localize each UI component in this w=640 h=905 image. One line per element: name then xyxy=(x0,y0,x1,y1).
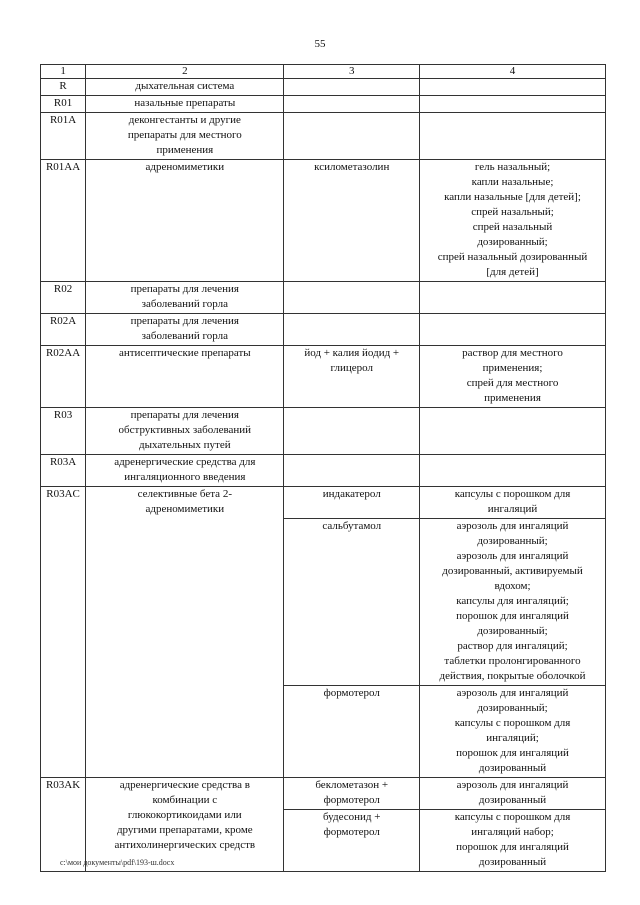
medication-table xyxy=(40,64,606,872)
cell-line: дыхательная система xyxy=(135,80,235,92)
cell-line: капсулы с порошком для xyxy=(454,811,571,823)
column-header-3: 3 xyxy=(284,65,420,79)
column-header-2: 2 xyxy=(86,65,284,79)
cell-line: порошок для ингаляций xyxy=(456,610,569,622)
atc-code-cell: R xyxy=(41,79,86,96)
cell-line: спрей для местного xyxy=(466,377,559,389)
dosage-form-cell xyxy=(420,408,606,455)
dosage-form-cell xyxy=(420,282,606,314)
cell-line: назальные препараты xyxy=(134,97,236,109)
cell-line: раствор для ингаляций; xyxy=(457,640,568,652)
cell-line: йод + калия йодид + xyxy=(304,347,400,359)
table-row xyxy=(41,346,606,408)
cell-line: препараты для лечения xyxy=(130,283,239,295)
cell-line: сальбутамол xyxy=(322,520,382,532)
group-name-cell xyxy=(86,455,284,487)
cell-line: порошок для ингаляций xyxy=(456,747,569,759)
table-row xyxy=(41,79,606,96)
cell-line: вдохом; xyxy=(494,580,531,592)
dosage-form-cell xyxy=(420,810,606,872)
document-path-footer: c:\мои документы\pdf\193-ш.docx xyxy=(60,858,175,867)
table-header-row xyxy=(41,65,606,79)
drug-name-cell xyxy=(284,408,420,455)
cell-line: адреномиметики xyxy=(145,161,225,173)
cell-line: антихолинергических средств xyxy=(114,839,256,851)
cell-line: адреномиметики xyxy=(145,503,225,515)
cell-line: дозированный; xyxy=(477,702,548,714)
cell-line: дозированный; xyxy=(477,236,548,248)
column-header-4: 4 xyxy=(420,65,606,79)
group-name-cell xyxy=(86,160,284,282)
cell-line: деконгестанты и другие xyxy=(128,114,241,126)
column-header-1: 1 xyxy=(41,65,86,79)
cell-line: селективные бета 2- xyxy=(137,488,232,500)
cell-line: дозированный; xyxy=(477,535,548,547)
atc-code-cell: R03A xyxy=(41,455,86,487)
cell-line: препараты для местного xyxy=(127,129,242,141)
cell-line: дозированный; xyxy=(477,625,548,637)
dosage-form-cell xyxy=(420,686,606,778)
cell-line: формотерол xyxy=(323,794,380,806)
cell-line: другими препаратами, кроме xyxy=(116,824,253,836)
drug-name-cell xyxy=(284,282,420,314)
drug-name-cell xyxy=(284,455,420,487)
cell-line: капсулы для ингаляций; xyxy=(456,595,569,607)
cell-line: аэрозоль для ингаляций xyxy=(456,520,569,532)
cell-line: спрей назальный дозированный xyxy=(437,251,588,263)
dosage-form-cell xyxy=(420,96,606,113)
table-row xyxy=(41,314,606,346)
dosage-form-cell xyxy=(420,778,606,810)
atc-code-cell: R03AC xyxy=(41,487,86,778)
cell-line: ксилометазолин xyxy=(314,161,390,173)
drug-name-cell xyxy=(284,113,420,160)
cell-line: аэрозоль для ингаляций xyxy=(456,779,569,791)
cell-line: гель назальный; xyxy=(474,161,551,173)
atc-code-cell: R01AA xyxy=(41,160,86,282)
atc-code-cell: R01 xyxy=(41,96,86,113)
atc-code-cell: R02A xyxy=(41,314,86,346)
cell-line: спрей назальный; xyxy=(471,206,554,218)
group-name-cell xyxy=(86,282,284,314)
cell-line: применения; xyxy=(482,362,543,374)
cell-line: дозированный xyxy=(478,856,547,868)
cell-line: применения xyxy=(156,144,214,156)
page-number: 55 xyxy=(314,38,326,50)
cell-line: комбинации с xyxy=(152,794,218,806)
table-row xyxy=(41,282,606,314)
cell-line: капли назальные; xyxy=(471,176,554,188)
cell-line: глицерол xyxy=(330,362,373,374)
dosage-form-cell xyxy=(420,487,606,519)
cell-line: дозированный xyxy=(478,794,547,806)
cell-line: ингаляций xyxy=(487,503,538,515)
cell-line: капсулы с порошком для xyxy=(454,488,571,500)
cell-line: ингаляций; xyxy=(486,732,539,744)
cell-line: заболеваний горла xyxy=(141,330,228,342)
cell-line: аэрозоль для ингаляций xyxy=(456,687,569,699)
cell-line: беклометазон + xyxy=(315,779,389,791)
group-name-cell xyxy=(86,408,284,455)
table-body xyxy=(41,65,606,872)
cell-line: раствор для местного xyxy=(462,347,563,359)
group-name-cell xyxy=(86,487,284,778)
cell-line: адренергические средства в xyxy=(119,779,250,791)
cell-line: порошок для ингаляций xyxy=(456,841,569,853)
drug-name-cell xyxy=(284,160,420,282)
drug-name-cell xyxy=(284,79,420,96)
cell-line: капсулы с порошком для xyxy=(454,717,571,729)
cell-line: капли назальные [для детей]; xyxy=(444,191,581,203)
atc-code-cell: R03 xyxy=(41,408,86,455)
drug-name-cell xyxy=(284,686,420,778)
dosage-form-cell xyxy=(420,113,606,160)
cell-line: применения xyxy=(484,392,541,404)
cell-line: заболеваний горла xyxy=(141,298,228,310)
cell-line: дозированный, активируемый xyxy=(442,565,583,577)
atc-code-cell: R02AA xyxy=(41,346,86,408)
cell-line: ингаляций набор; xyxy=(471,826,554,838)
table-row xyxy=(41,778,606,810)
drug-name-cell xyxy=(284,96,420,113)
dosage-form-cell xyxy=(420,79,606,96)
table-row xyxy=(41,160,606,282)
cell-line: аэрозоль для ингаляций xyxy=(456,550,569,562)
group-name-cell xyxy=(86,79,284,96)
cell-line: дыхательных путей xyxy=(138,439,231,451)
dosage-form-cell xyxy=(420,314,606,346)
dosage-form-cell xyxy=(420,455,606,487)
atc-code-cell: R02 xyxy=(41,282,86,314)
group-name-cell xyxy=(86,113,284,160)
cell-line: ингаляционного введения xyxy=(124,471,246,483)
group-name-cell xyxy=(86,96,284,113)
atc-code-cell: R01A xyxy=(41,113,86,160)
table-row xyxy=(41,455,606,487)
group-name-cell xyxy=(86,314,284,346)
atc-code-cell: R03AK xyxy=(41,778,86,872)
dosage-form-cell xyxy=(420,346,606,408)
cell-line: формотерол xyxy=(323,826,380,838)
cell-line: обструктивных заболеваний xyxy=(118,424,252,436)
cell-line: [для детей] xyxy=(486,266,539,278)
cell-line: спрей назальный xyxy=(472,221,553,233)
drug-name-cell xyxy=(284,346,420,408)
table-row xyxy=(41,408,606,455)
cell-line: будесонид + xyxy=(323,811,381,823)
cell-line: формотерол xyxy=(323,687,380,699)
dosage-form-cell xyxy=(420,519,606,686)
drug-name-cell xyxy=(284,778,420,810)
cell-line: дозированный xyxy=(478,762,547,774)
cell-line: глюкокортикоидами или xyxy=(127,809,242,821)
drug-name-cell xyxy=(284,314,420,346)
drug-name-cell xyxy=(284,810,420,872)
table-row xyxy=(41,487,606,519)
cell-line: индакатерол xyxy=(322,488,381,500)
group-name-cell xyxy=(86,346,284,408)
cell-line: таблетки пролонгированного xyxy=(444,655,581,667)
drug-name-cell xyxy=(284,519,420,686)
dosage-form-cell xyxy=(420,160,606,282)
cell-line: препараты для лечения xyxy=(130,315,239,327)
cell-line: антисептические препараты xyxy=(118,347,251,359)
cell-line: действия, покрытые оболочкой xyxy=(439,670,586,682)
drug-name-cell xyxy=(284,487,420,519)
table-row xyxy=(41,96,606,113)
cell-line: препараты для лечения xyxy=(130,409,239,421)
cell-line: адренергические средства для xyxy=(114,456,256,468)
table-row xyxy=(41,113,606,160)
